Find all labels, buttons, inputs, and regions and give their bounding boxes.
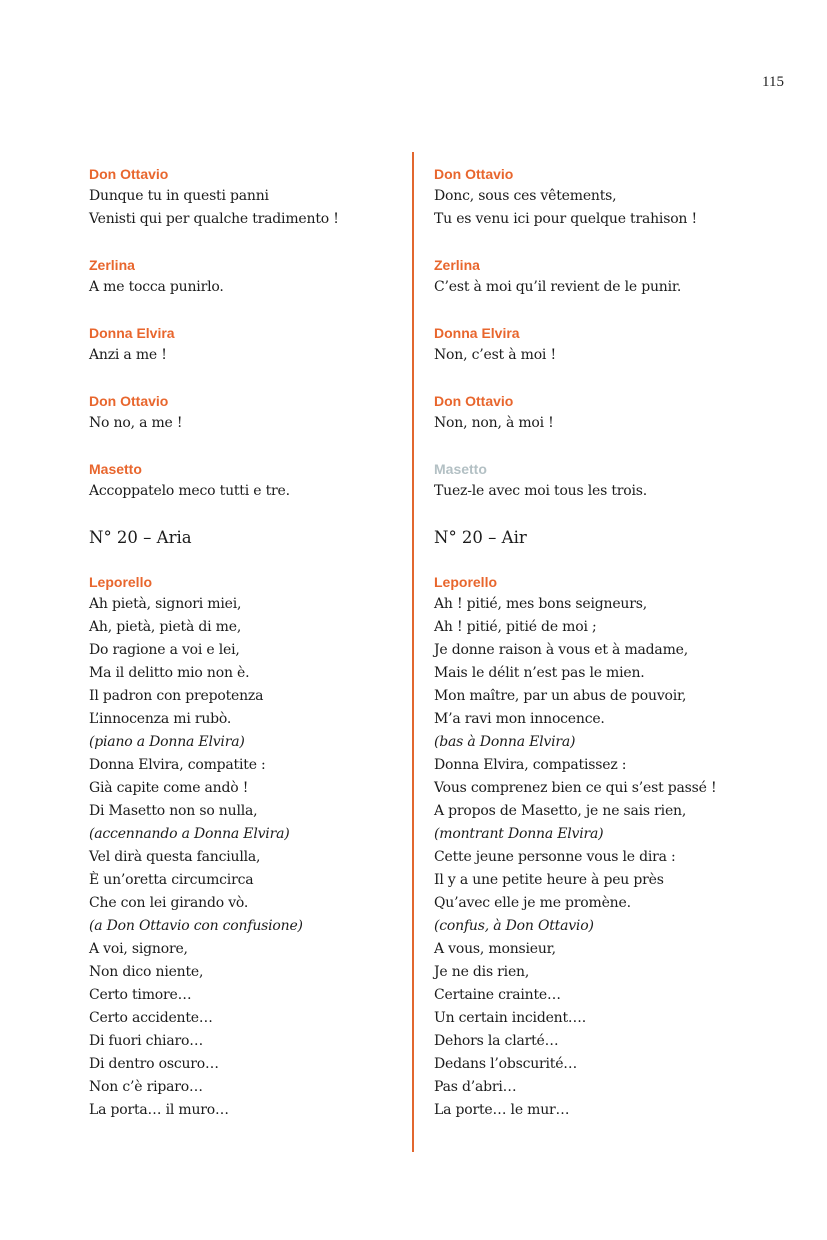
speaker-name: Don Ottavio: [434, 393, 514, 409]
libretto-line: Il y a une petite heure à peu près: [434, 872, 664, 888]
libretto-line: Di Masetto non so nulla,: [89, 803, 258, 819]
speaker-name: Don Ottavio: [434, 166, 514, 182]
column-divider: [412, 152, 414, 1152]
libretto-line: Certo timore…: [89, 987, 192, 1003]
aria-block: [434, 571, 804, 1122]
libretto-line: Qu’avec elle je me promène.: [434, 895, 631, 911]
dialogue-block: [89, 163, 399, 231]
speaker-name: Zerlina: [89, 257, 135, 273]
speaker-name: Masetto: [434, 461, 487, 477]
libretto-line: Vel dirà questa fanciulla,: [89, 849, 261, 865]
libretto-line: Il padron con prepotenza: [89, 688, 264, 704]
libretto-line: Mais le délit n’est pas le mien.: [434, 665, 645, 681]
libretto-line: Ah ! pitié, pitié de moi ;: [434, 619, 597, 635]
libretto-line: Dehors la clarté…: [434, 1033, 559, 1049]
number-heading: N° 20 – Aria: [89, 528, 192, 547]
libretto-line: Je ne dis rien,: [434, 964, 530, 980]
libretto-line: A propos de Masetto, je ne sais rien,: [434, 803, 687, 819]
dialogue-block: [89, 390, 399, 435]
libretto-line: Che con lei girando vò.: [89, 895, 249, 911]
dialogue-block: [434, 163, 804, 231]
libretto-line: Mon maître, par un abus de pouvoir,: [434, 688, 687, 704]
dialogue-block: [434, 322, 804, 367]
libretto-line: A me tocca punirlo.: [89, 279, 224, 295]
libretto-line: Certo accidente…: [89, 1010, 213, 1026]
libretto-line: Tuez-le avec moi tous les trois.: [434, 483, 647, 499]
libretto-line: Ah ! pitié, mes bons seigneurs,: [434, 596, 647, 612]
dialogue-block: [434, 458, 804, 503]
stage-direction: (confus, à Don Ottavio): [434, 918, 594, 934]
libretto-line: C’est à moi qu’il revient de le punir.: [434, 279, 682, 295]
libretto-line: Di dentro oscuro…: [89, 1056, 219, 1072]
libretto-line: Tu es venu ici pour quelque trahison !: [434, 211, 697, 227]
libretto-line: Già capite come andò !: [89, 780, 249, 796]
speaker-name: Masetto: [89, 461, 142, 477]
libretto-line: Certaine crainte…: [434, 987, 561, 1003]
libretto-line: Donc, sous ces vêtements,: [434, 188, 617, 204]
libretto-line: La porta… il muro…: [89, 1102, 229, 1118]
libretto-line: Vous comprenez bien ce qui s’est passé !: [434, 780, 717, 796]
speaker-name: Zerlina: [434, 257, 480, 273]
speaker-name: Don Ottavio: [89, 166, 169, 182]
libretto-line: Donna Elvira, compatissez :: [434, 757, 627, 773]
libretto-line: Accoppatelo meco tutti e tre.: [89, 483, 290, 499]
dialogue-block: [434, 254, 804, 299]
libretto-line: Non c’è riparo…: [89, 1079, 203, 1095]
libretto-line: Non, c’est à moi !: [434, 347, 556, 363]
stage-direction: (piano a Donna Elvira): [89, 734, 245, 750]
libretto-line: Un certain incident….: [434, 1010, 586, 1026]
libretto-line: Ma il delitto mio non è.: [89, 665, 250, 681]
italian-column: [89, 163, 399, 1145]
libretto-line: Donna Elvira, compatite :: [89, 757, 266, 773]
libretto-line: Ah, pietà, pietà di me,: [89, 619, 242, 635]
stage-direction: (accennando a Donna Elvira): [89, 826, 290, 842]
libretto-line: Anzi a me !: [89, 347, 167, 363]
libretto-line: La porte… le mur…: [434, 1102, 570, 1118]
speaker-name: Leporello: [434, 574, 498, 590]
libretto-line: Cette jeune personne vous le dira :: [434, 849, 676, 865]
libretto-line: Pas d’abri…: [434, 1079, 517, 1095]
page-number: 115: [762, 74, 784, 90]
dialogue-block: [434, 390, 804, 435]
libretto-line: A vous, monsieur,: [434, 941, 556, 957]
stage-direction: (a Don Ottavio con confusione): [89, 918, 303, 934]
speaker-name: Leporello: [89, 574, 153, 590]
libretto-line: È un’oretta circumcirca: [89, 872, 254, 888]
libretto-line: Do ragione a voi e lei,: [89, 642, 240, 658]
libretto-line: Ah pietà, signori miei,: [89, 596, 242, 612]
libretto-line: Di fuori chiaro…: [89, 1033, 204, 1049]
speaker-name: Donna Elvira: [89, 325, 175, 341]
libretto-line: M’a ravi mon innocence.: [434, 711, 605, 727]
libretto-line: Dunque tu in questi panni: [89, 188, 269, 204]
libretto-line: Venisti qui per qualche tradimento !: [89, 211, 339, 227]
speaker-name: Donna Elvira: [434, 325, 520, 341]
stage-direction: (montrant Donna Elvira): [434, 826, 604, 842]
libretto-line: Je donne raison à vous et à madame,: [434, 642, 688, 658]
libretto-line: Dedans l’obscurité…: [434, 1056, 578, 1072]
dialogue-block: [89, 458, 399, 503]
french-column: [434, 163, 804, 1145]
libretto-line: Non dico niente,: [89, 964, 204, 980]
libretto-line: A voi, signore,: [89, 941, 188, 957]
libretto-line: L’innocenza mi rubò.: [89, 711, 232, 727]
dialogue-block: [89, 254, 399, 299]
speaker-name: Don Ottavio: [89, 393, 169, 409]
libretto-line: No no, a me !: [89, 415, 183, 431]
number-heading: N° 20 – Air: [434, 528, 527, 547]
dialogue-block: [89, 322, 399, 367]
stage-direction: (bas à Donna Elvira): [434, 734, 576, 750]
libretto-line: Non, non, à moi !: [434, 415, 554, 431]
aria-block: [89, 571, 399, 1122]
